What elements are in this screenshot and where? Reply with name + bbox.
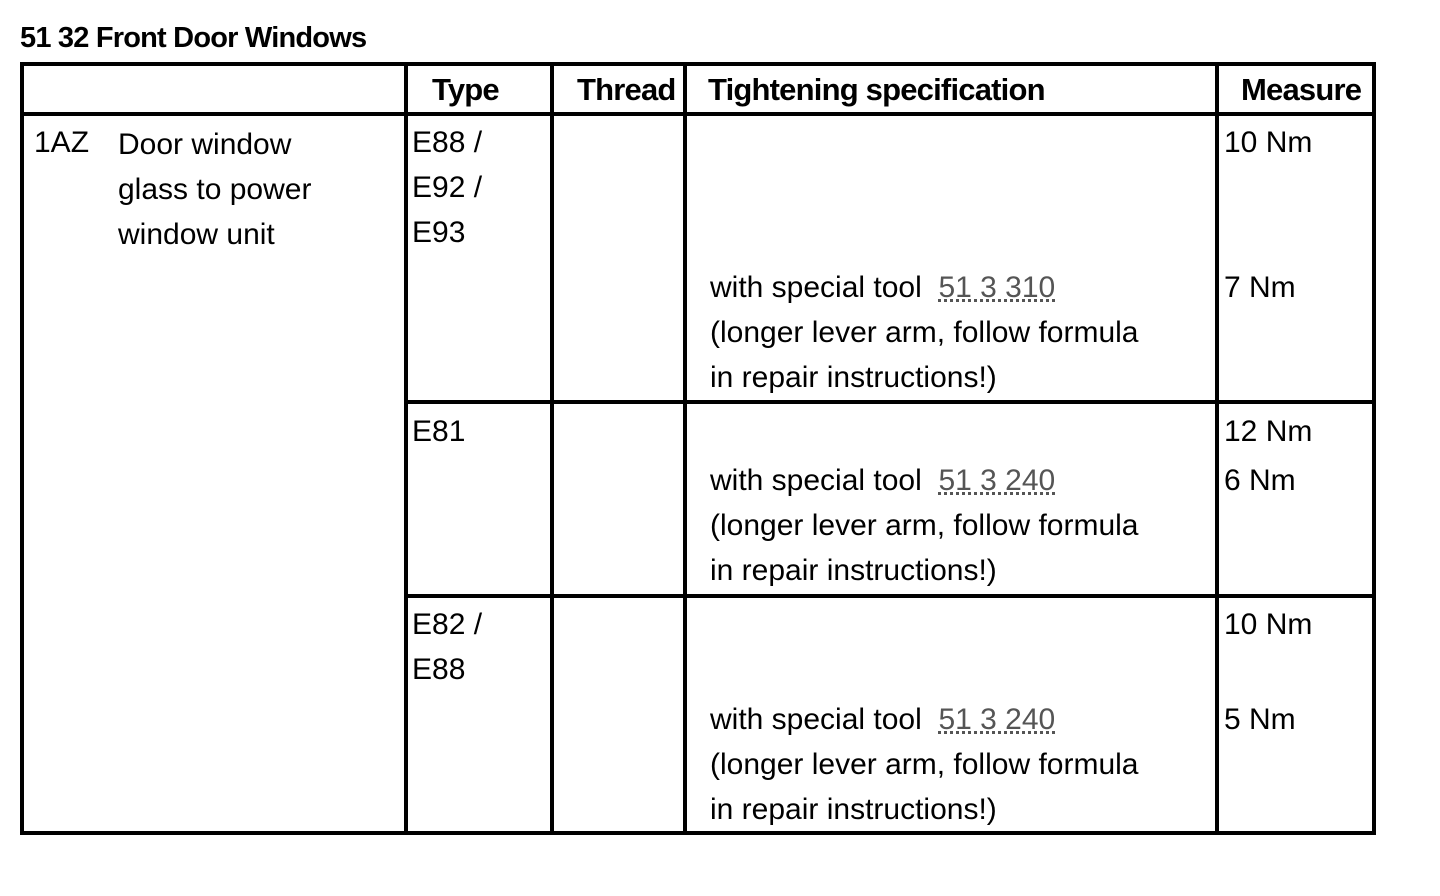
type-line: E82 / bbox=[412, 608, 483, 641]
header-type: Type bbox=[432, 72, 499, 107]
item-description bbox=[118, 122, 311, 257]
standard-measure: 10 Nm bbox=[1224, 608, 1313, 641]
type-line: E88 bbox=[412, 653, 466, 686]
item-description-line: glass to power bbox=[118, 173, 312, 206]
type-line: E88 / bbox=[412, 126, 483, 159]
special-tool-note-line: (longer lever arm, follow formula bbox=[710, 316, 1139, 349]
table-top-border bbox=[20, 62, 1376, 66]
type-cell bbox=[412, 120, 482, 255]
header-thread: Thread bbox=[577, 72, 676, 107]
special-tool-link[interactable]: 51 3 240 bbox=[938, 703, 1056, 736]
special-tool-spec bbox=[710, 265, 1138, 400]
tool-measure: 7 Nm bbox=[1224, 271, 1296, 304]
special-tool-prefix: with special tool bbox=[710, 703, 922, 736]
table-right-border bbox=[1372, 62, 1376, 835]
tool-measure: 5 Nm bbox=[1224, 703, 1296, 736]
special-tool-link[interactable]: 51 3 240 bbox=[938, 464, 1056, 497]
group-separator-2 bbox=[404, 594, 1376, 598]
header-separator bbox=[20, 112, 1376, 116]
type-cell bbox=[412, 409, 465, 454]
special-tool-prefix: with special tool bbox=[710, 464, 922, 497]
column-divider-type bbox=[404, 62, 408, 835]
page-title: 51 32 Front Door Windows bbox=[20, 22, 367, 54]
special-tool-line bbox=[710, 697, 1138, 742]
special-tool-spec bbox=[710, 458, 1138, 593]
special-tool-note-line: in repair instructions!) bbox=[710, 793, 997, 826]
type-line: E93 bbox=[412, 216, 466, 249]
column-divider-thread bbox=[550, 62, 554, 835]
group-separator-1 bbox=[404, 400, 1376, 404]
type-cell bbox=[412, 602, 482, 692]
special-tool-spec bbox=[710, 697, 1138, 832]
special-tool-link[interactable]: 51 3 310 bbox=[938, 271, 1056, 304]
special-tool-note-line: (longer lever arm, follow formula bbox=[710, 748, 1139, 781]
standard-measure: 12 Nm bbox=[1224, 415, 1313, 448]
header-measure: Measure bbox=[1241, 72, 1362, 107]
header-tightening-specification: Tightening specification bbox=[708, 72, 1045, 107]
standard-measure: 10 Nm bbox=[1224, 126, 1313, 159]
special-tool-line bbox=[710, 265, 1138, 310]
item-description-line: Door window bbox=[118, 128, 292, 161]
tool-measure: 6 Nm bbox=[1224, 464, 1296, 497]
special-tool-note-line: (longer lever arm, follow formula bbox=[710, 509, 1139, 542]
table-bottom-border bbox=[20, 831, 1376, 835]
column-divider-spec bbox=[683, 62, 687, 835]
special-tool-prefix: with special tool bbox=[710, 271, 922, 304]
item-code: 1AZ bbox=[34, 126, 90, 159]
table-left-border bbox=[20, 62, 24, 835]
column-divider-measure bbox=[1215, 62, 1219, 835]
special-tool-note-line: in repair instructions!) bbox=[710, 554, 997, 587]
type-line: E81 bbox=[412, 415, 466, 448]
type-line: E92 / bbox=[412, 171, 483, 204]
special-tool-note-line: in repair instructions!) bbox=[710, 361, 997, 394]
special-tool-line bbox=[710, 458, 1138, 503]
item-description-line: window unit bbox=[118, 218, 275, 251]
